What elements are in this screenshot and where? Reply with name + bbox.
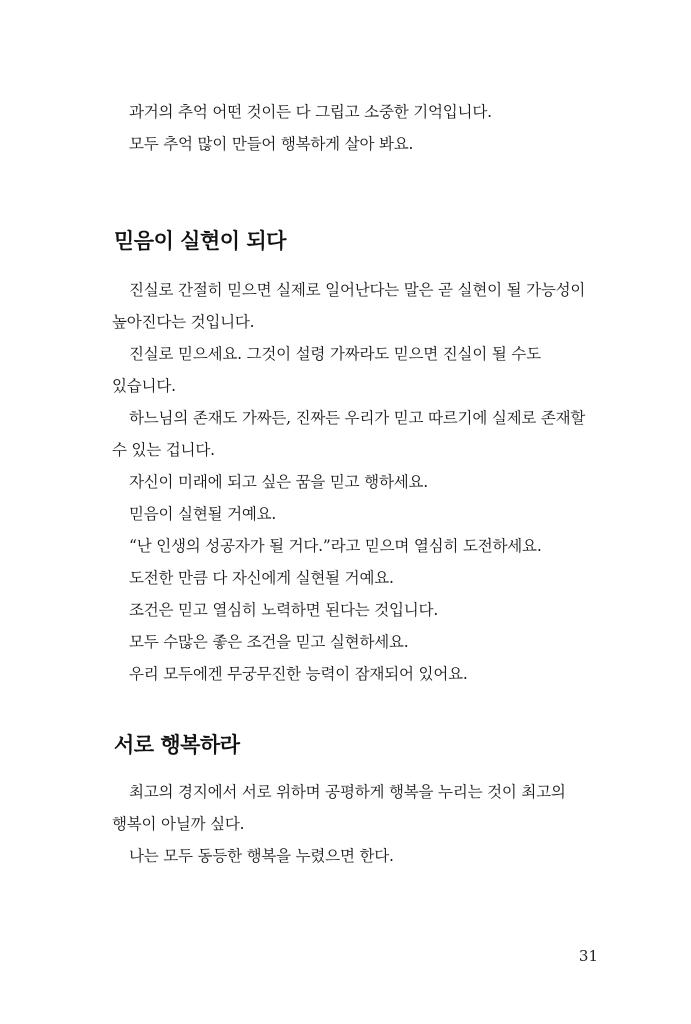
paragraph: 모두 추억 많이 만들어 행복하게 살아 봐요. [129,135,414,153]
section-belief-body [112,274,602,690]
paragraph: 우리 모두에겐 무궁무진한 능력이 잠재되어 있어요. [129,665,468,683]
paragraph: 나는 모두 동등한 행복을 누렸으면 한다. [129,847,394,865]
section-title-belief: 믿음이 실현이 되다 [114,229,286,253]
page-number: 31 [578,947,598,965]
paragraph: 조건은 믿고 열심히 노력하면 된다는 것입니다. [129,601,439,619]
section-happiness-body [112,776,602,872]
paragraph: 모두 수많은 좋은 조건을 믿고 실현하세요. [129,633,409,651]
paragraph: 과거의 추억 어떤 것이든 다 그립고 소중한 기억입니다. [129,103,492,121]
paragraph: 하느님의 존재도 가짜든, 진짜든 우리가 믿고 따르기에 실제로 존재할 수 있는 겁니다. [112,409,586,459]
paragraph: 도전한 만큼 다 자신에게 실현될 거예요. [129,569,394,587]
paragraph: 최고의 경지에서 서로 위하며 공평하게 행복을 누리는 것이 최고의 행복이 아닐까 싶다. [112,783,566,833]
paragraph: 믿음이 실현될 거예요. [129,505,277,523]
paragraph: 자신이 미래에 되고 싶은 꿈을 믿고 행하세요. [129,473,429,491]
intro-text [112,96,602,160]
paragraph: 진실로 간절히 믿으면 실제로 일어난다는 말은 곧 실현이 될 가능성이 높아진다는 것입니다. [112,281,586,331]
section-title-happiness: 서로 행복하라 [114,733,240,757]
paragraph: “난 인생의 성공자가 될 거다.”라고 믿으며 열심히 도전하세요. [129,537,542,555]
paragraph: 진실로 믿으세요. 그것이 설령 가짜라도 믿으면 진실이 될 수도 있습니다. [112,345,541,395]
